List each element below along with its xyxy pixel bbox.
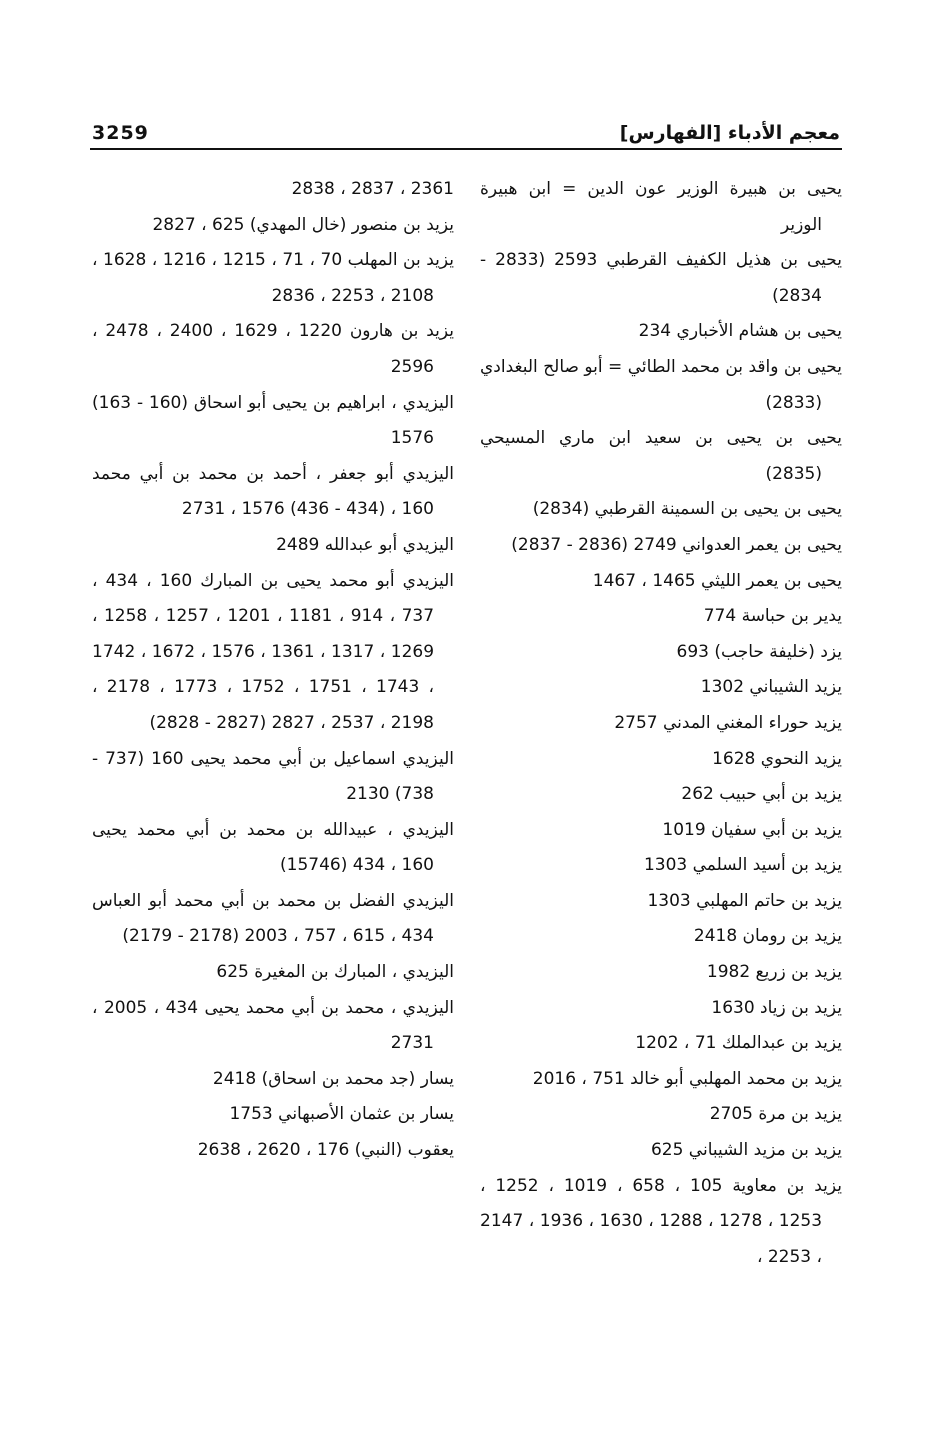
index-entry: يحيى بن يعمر الليثي 1465 ، 1467 bbox=[592, 570, 842, 591]
index-entry: يزيد بن محمد المهلبي أبو خالد 751 ، 2016 bbox=[532, 1068, 842, 1089]
index-entry: اليزيدي اسماعيل بن أبي محمد يحيى 160 (737 - 738) 2130 bbox=[92, 748, 454, 805]
index-entry: اليزيدي أبو جعفر ، أحمد بن محمد بن أبي محمد 160 ، (434 - 436) 1576 ، 2731 bbox=[92, 463, 454, 520]
index-entry: يزيد بن رومان 2418 bbox=[693, 926, 842, 947]
header-rule bbox=[90, 148, 842, 150]
index-entry: يدير بن حباسة 774 bbox=[703, 606, 842, 627]
page-header bbox=[92, 112, 840, 144]
index-entry: اليزيدي ، محمد بن أبي محمد يحيى 434 ، 2005 ، 2731 bbox=[92, 997, 455, 1054]
page-number: 3259 bbox=[92, 122, 149, 144]
index-entry: يسار بن عثمان الأصبهاني 1753 bbox=[229, 1104, 454, 1125]
running-title: معجم الأدباء [الفهارس] bbox=[619, 122, 840, 144]
index-entry: اليزيدي أبو محمد يحيى بن المبارك 160 ، 434 ، 737 ، 914 ، 1181 ، 1201 ، 1257 ، 1258 ، 1269 ، 1317 ، 1361 ، 1576 ، 1672 ، 1742 ، 1743 ، 1751 ، 1752 ، 1773 ، 2178 ، 2198 ، 2537 ، 2827 (2827 - 2828) bbox=[92, 570, 455, 733]
index-entry: يحيى بن هشام الأخباري 234 bbox=[638, 321, 842, 342]
index-entry: يحيى بن هبيرة الوزير عون الدين = ابن هبيرة الوزير bbox=[480, 179, 842, 235]
index-entry: يزيد بن أسيد السلمي 1303 bbox=[643, 855, 842, 876]
index-entry: يزيد بن أبي حبيب 262 bbox=[681, 784, 842, 805]
index-entry: يزيد حوراء المغني المدني 2757 bbox=[614, 712, 842, 733]
index-entry: يسار (جد محمد بن اسحاق) 2418 bbox=[212, 1068, 454, 1089]
index-entry: 2361 ، 2837 ، 2838 bbox=[291, 179, 454, 199]
index-entry: اليزيدي أبو عبدالله 2489 bbox=[276, 534, 454, 555]
index-entry: يحيى بن هذيل الكفيف القرطبي 2593 (2833 - 2834) bbox=[480, 250, 842, 306]
index-entry: يزيد بن أبي سفيان 1019 bbox=[662, 819, 842, 840]
index-entry: يحيى بن يحيى بن السمينة القرطبي (2834) bbox=[532, 499, 842, 520]
index-entry: يزيد بن عبدالملك 71 ، 1202 bbox=[635, 1033, 842, 1054]
index-entry: يزيد بن هارون 1220 ، 1629 ، 2400 ، 2478 ، 2596 bbox=[92, 321, 455, 377]
index-entry: يزيد بن زياد 1630 bbox=[711, 997, 842, 1018]
index-entry: يزيد بن منصور (خال المهدي) 625 ، 2827 bbox=[152, 214, 454, 235]
index-entry: يزد (خليفة حاجب) 693 bbox=[676, 641, 842, 662]
index-column-right bbox=[480, 172, 842, 1275]
index-entry: يزيد بن معاوية 105 ، 658 ، 1019 ، 1252 ، 1253 ، 1278 ، 1288 ، 1630 ، 1936 ، 2147 ، 2253 ، bbox=[480, 1175, 843, 1267]
index-entry: يحيى بن يحيى بن سعيد ابن ماري المسيحي (2835) bbox=[480, 428, 842, 484]
index-entry: يحيى بن واقد بن محمد الطائي = أبو صالح البغدادي (2833) bbox=[480, 356, 842, 413]
index-entry: يعقوب (النبي) 176 ، 2620 ، 2638 bbox=[197, 1140, 454, 1161]
index-entry: يزيد بن المهلب 70 ، 71 ، 1215 ، 1216 ، 1628 ، 2108 ، 2253 ، 2836 bbox=[92, 250, 455, 306]
index-entry: يزيد بن حاتم المهلبي 1303 bbox=[647, 890, 842, 911]
index-entry: اليزيدي الفضل بن محمد بن أبي محمد أبو العباس 434 ، 615 ، 757 ، 2003 (2178 - 2179) bbox=[92, 890, 454, 947]
index-entry: يحيى بن يعمر العدواني 2749 (2836 - 2837) bbox=[511, 534, 842, 555]
index-entry: يزيد النحوي 1628 bbox=[712, 748, 842, 769]
index-entry: يزيد بن مرة 2705 bbox=[709, 1104, 842, 1125]
index-entry: اليزيدي ، ابراهيم بن يحيى أبو اسحاق (160 - 163) 1576 bbox=[92, 392, 454, 449]
index-entry: يزيد بن مزيد الشيباني 625 bbox=[650, 1140, 842, 1161]
index-entry: يزيد بن زريع 1982 bbox=[706, 962, 842, 983]
index-entry: اليزيدي ، المبارك بن المغيرة 625 bbox=[216, 962, 454, 983]
index-entry: يزيد الشيباني 1302 bbox=[700, 677, 842, 698]
index-column-left bbox=[92, 172, 454, 1169]
index-entry: اليزيدي ، عبيدالله بن محمد بن أبي محمد يحيى 160 ، 434 (15746) bbox=[92, 819, 454, 876]
